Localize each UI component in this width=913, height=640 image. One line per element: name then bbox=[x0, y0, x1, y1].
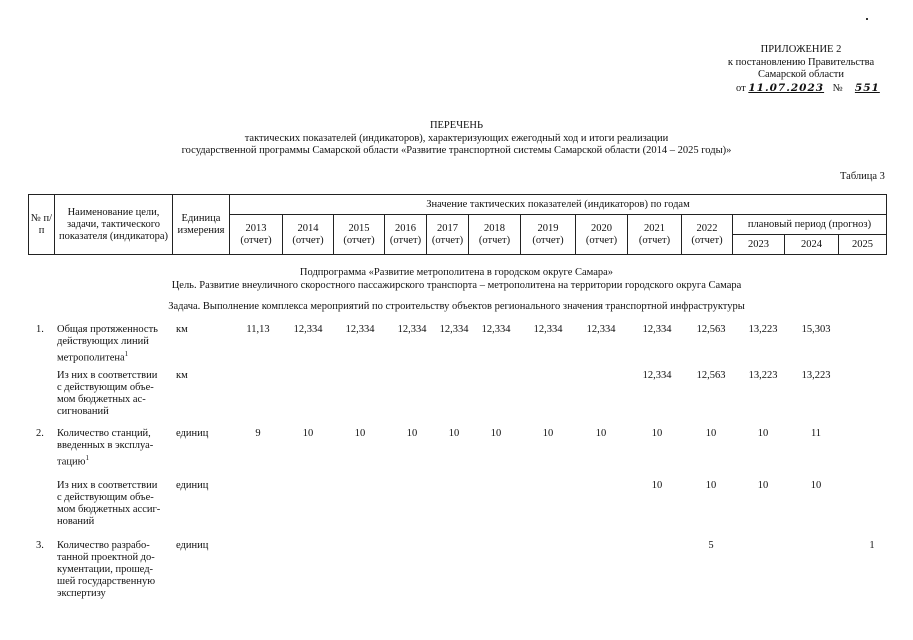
header-year-2019: 2019 (отчет) bbox=[521, 215, 576, 255]
row-name: Количество разрабо- танной проектной до- кументации, прошед- шей государственную экспертизу bbox=[57, 540, 156, 599]
row-value: 10 bbox=[595, 428, 607, 439]
row-value: 12,334 bbox=[481, 324, 511, 335]
header-name: Наименование цели, задачи, тактического показателя (индикатора) bbox=[55, 195, 173, 255]
row-value: 10 bbox=[406, 428, 418, 439]
row-value: 12,334 bbox=[586, 324, 616, 335]
row-name: Количество станций, введенных в эксплуа- тацию$^1$ bbox=[57, 428, 154, 468]
num-prefix: № bbox=[832, 82, 843, 94]
subprogram-goal: Цель. Развитие внеуличного скоростного пассажирского транспорта – метрополитена на территории городского округа Самара bbox=[171, 280, 742, 291]
row-value: 13,223 bbox=[801, 370, 831, 381]
appendix-line2: Самарской области bbox=[758, 69, 844, 80]
row-value: 10 bbox=[757, 480, 769, 491]
header-planned: плановый период (прогноз) bbox=[733, 215, 887, 235]
header-year-2013: 2013 (отчет) bbox=[230, 215, 283, 255]
row-unit: единиц bbox=[176, 480, 209, 491]
heading-line1: тактических показателей (индикаторов), характеризующих ежегодный ход и итоги реализации bbox=[244, 132, 669, 144]
header-year-2025: 2025 bbox=[839, 235, 887, 255]
row-value: 12,334 bbox=[642, 370, 672, 381]
row-value: 10 bbox=[651, 480, 663, 491]
header-year-2023: 2023 bbox=[733, 235, 785, 255]
header-values: Значение тактических показателей (индикаторов) по годам bbox=[230, 195, 887, 215]
row-value: 10 bbox=[542, 428, 554, 439]
row-unit: км bbox=[176, 324, 188, 335]
row-value: 10 bbox=[705, 428, 717, 439]
row-value: 12,334 bbox=[642, 324, 672, 335]
row-name: Общая протяженность действующих линий метрополитена$^1$ bbox=[57, 324, 158, 364]
row-name: Из них в соответствии с действующим объе- мом бюджетных ассиг- нований bbox=[57, 480, 161, 527]
row-value: 10 bbox=[810, 480, 822, 491]
table-label: Таблица 3 bbox=[840, 171, 885, 182]
appendix-block bbox=[706, 44, 896, 95]
header-year-2015: 2015 (отчет) bbox=[334, 215, 385, 255]
row-value: 10 bbox=[354, 428, 366, 439]
row-value: 10 bbox=[490, 428, 502, 439]
header-year-2022: 2022 (отчет) bbox=[682, 215, 733, 255]
row-index: 2. bbox=[36, 428, 44, 439]
scan-speck bbox=[866, 18, 868, 20]
date-prefix: от bbox=[736, 82, 746, 94]
subprogram-task: Задача. Выполнение комплекса мероприятий по строительству объектов регионального значения транспортной инфраструктуры bbox=[168, 301, 745, 312]
row-value: 13,223 bbox=[748, 324, 778, 335]
row-value: 10 bbox=[302, 428, 314, 439]
appendix-title: ПРИЛОЖЕНИЕ 2 bbox=[760, 44, 842, 55]
row-value: 12,334 bbox=[397, 324, 427, 335]
row-value: 10 bbox=[757, 428, 769, 439]
row-value: 13,223 bbox=[748, 370, 778, 381]
header-unit: Единица измерения bbox=[173, 195, 230, 255]
row-value: 1 bbox=[869, 540, 875, 551]
row-value: 10 bbox=[705, 480, 717, 491]
row-value: 10 bbox=[651, 428, 663, 439]
header-year-2024: 2024 bbox=[785, 235, 839, 255]
row-value: 11 bbox=[810, 428, 822, 439]
header-year-2016: 2016 (отчет) bbox=[385, 215, 427, 255]
row-unit: единиц bbox=[176, 428, 209, 439]
row-unit: км bbox=[176, 370, 188, 381]
header-year-2020: 2020 (отчет) bbox=[576, 215, 628, 255]
header-year-2017: 2017 (отчет) bbox=[427, 215, 469, 255]
appendix-line1: к постановлению Правительства bbox=[727, 56, 875, 68]
row-value: 11,13 bbox=[246, 324, 270, 335]
row-value: 9 bbox=[255, 428, 261, 439]
num-value: 551 bbox=[854, 81, 880, 94]
row-name: Из них в соответствии с действующим объе- мом бюджетных ас- сигнований bbox=[57, 370, 158, 417]
row-value: 5 bbox=[708, 540, 714, 551]
row-value: 12,334 bbox=[345, 324, 375, 335]
row-value: 12,334 bbox=[533, 324, 563, 335]
date-value: 11.07.2023 bbox=[748, 81, 825, 94]
header-year-2018: 2018 (отчет) bbox=[469, 215, 521, 255]
row-unit: единиц bbox=[176, 540, 209, 551]
heading-title: ПЕРЕЧЕНЬ bbox=[429, 120, 484, 131]
heading-line2: государственной программы Самарской области «Развитие транспортной системы Самарской области (2014 – 2025 годы)» bbox=[181, 145, 732, 156]
row-value: 10 bbox=[448, 428, 460, 439]
heading bbox=[0, 120, 913, 158]
appendix-date-line bbox=[706, 82, 896, 96]
row-value: 12,563 bbox=[696, 324, 726, 335]
row-value: 12,563 bbox=[696, 370, 726, 381]
row-value: 12,334 bbox=[293, 324, 323, 335]
row-value: 12,334 bbox=[439, 324, 469, 335]
row-index: 3. bbox=[36, 540, 44, 551]
table-header bbox=[28, 194, 887, 255]
header-num: № п/п bbox=[29, 195, 55, 255]
row-index: 1. bbox=[36, 324, 44, 335]
header-year-2021: 2021 (отчет) bbox=[628, 215, 682, 255]
row-value: 15,303 bbox=[801, 324, 831, 335]
subprogram-title: Подпрограмма «Развитие метрополитена в городском округе Самара» bbox=[299, 267, 614, 278]
header-year-2014: 2014 (отчет) bbox=[283, 215, 334, 255]
